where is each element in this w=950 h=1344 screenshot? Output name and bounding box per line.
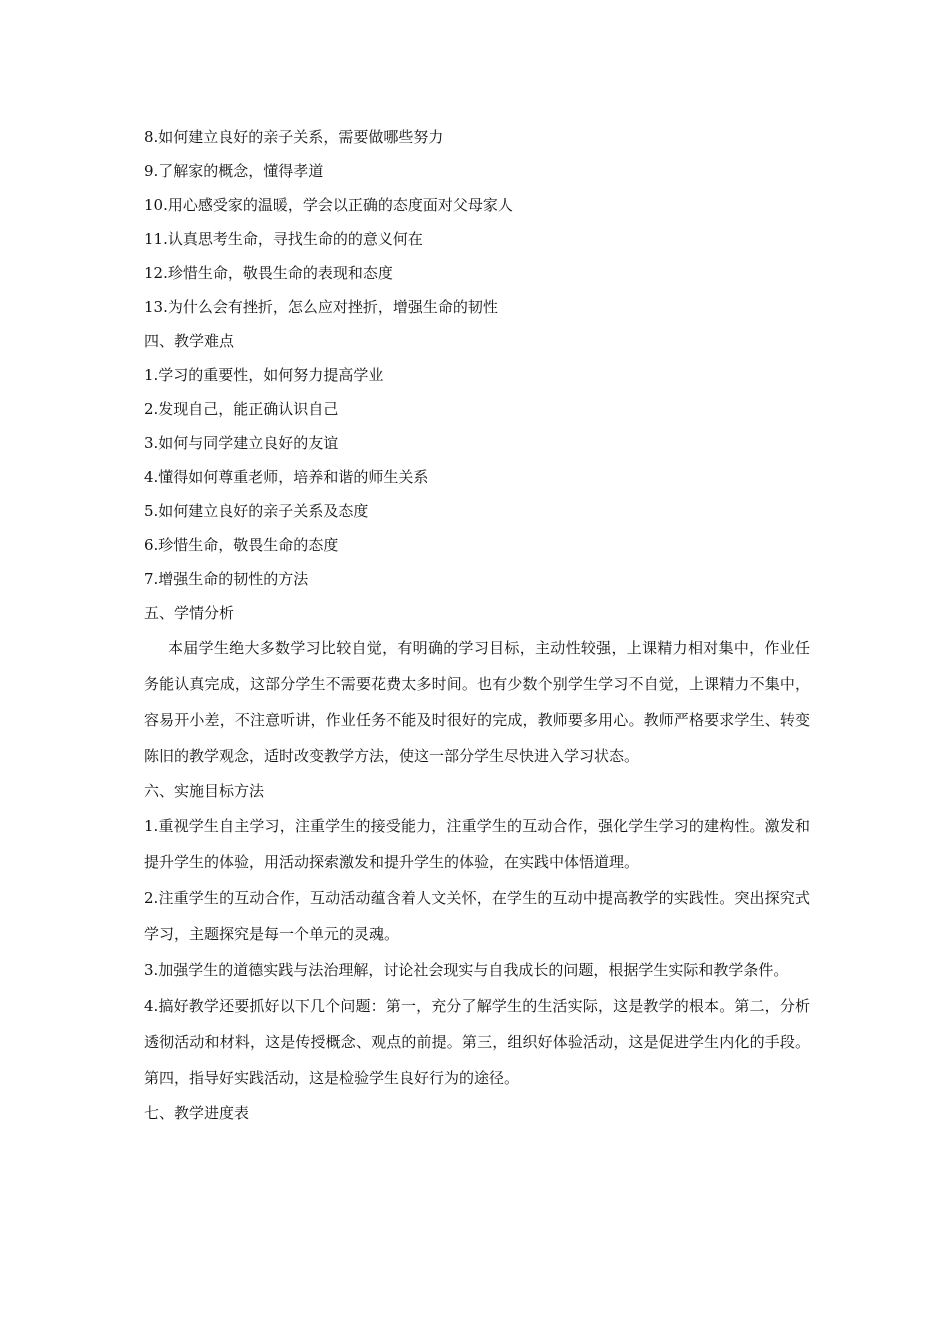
list-item: 11.认真思考生命，寻找生命的的意义何在 xyxy=(144,230,423,248)
list-item: 9.了解家的概念，懂得孝道 xyxy=(144,162,324,180)
list-item: 3.如何与同学建立良好的友谊 xyxy=(144,434,339,452)
section-heading-implementation-methods: 六、实施目标方法 xyxy=(144,782,265,800)
list-item: 7.增强生命的韧性的方法 xyxy=(144,570,309,588)
list-item: 1.学习的重要性，如何努力提高学业 xyxy=(144,366,384,384)
section-heading-learning-analysis: 五、学情分析 xyxy=(144,604,235,622)
method-item: 3.加强学生的道德实践与法治理解，讨论社会现实与自我成长的问题，根据学生实际和教学条件。 xyxy=(144,961,789,979)
method-item: 2.注重学生的互动合作，互动活动蕴含着人文关怀，在学生的互动中提高教学的实践性。突出探究式学习，主题探究是每一个单元的灵魂。 xyxy=(144,889,810,943)
list-item: 6.珍惜生命，敬畏生命的态度 xyxy=(144,536,339,554)
document-body xyxy=(144,120,810,1130)
learning-analysis-paragraph: 本届学生绝大多数学习比较自觉，有明确的学习目标，主动性较强，上课精力相对集中，作业任务能认真完成，这部分学生不需要花费太多时间。也有少数个别学生学习不自觉，上课精力不集中，容易开小差，不注意听讲，作业任务不能及时很好的完成，教师要多用心。教师严格要求学生、转变陈旧的教学观念，适时改变教学方法，使这一部分学生尽快进入学习状态。 xyxy=(144,639,810,765)
list-item: 2.发现自己，能正确认识自己 xyxy=(144,400,339,418)
section-heading-teaching-difficulties: 四、教学难点 xyxy=(144,332,235,350)
list-item: 8.如何建立良好的亲子关系，需要做哪些努力 xyxy=(144,128,444,146)
list-item: 10.用心感受家的温暖，学会以正确的态度面对父母家人 xyxy=(144,196,513,214)
method-item: 1.重视学生自主学习，注重学生的接受能力，注重学生的互动合作，强化学生学习的建构性。激发和提升学生的体验，用活动探索激发和提升学生的体验，在实践中体悟道理。 xyxy=(144,817,810,871)
list-item: 4.懂得如何尊重老师，培养和谐的师生关系 xyxy=(144,468,429,486)
list-item: 13.为什么会有挫折，怎么应对挫折，增强生命的韧性 xyxy=(144,298,498,316)
method-item: 4.搞好教学还要抓好以下几个问题：第一，充分了解学生的生活实际，这是教学的根本。第二，分析透彻活动和材料，这是传授概念、观点的前提。第三，组织好体验活动，这是促进学生内化的手段。第四，指导好实践活动，这是检验学生良好行为的途径。 xyxy=(144,997,810,1087)
list-item: 12.珍惜生命，敬畏生命的表现和态度 xyxy=(144,264,393,282)
list-item: 5.如何建立良好的亲子关系及态度 xyxy=(144,502,369,520)
section-heading-teaching-schedule: 七、教学进度表 xyxy=(144,1104,250,1122)
